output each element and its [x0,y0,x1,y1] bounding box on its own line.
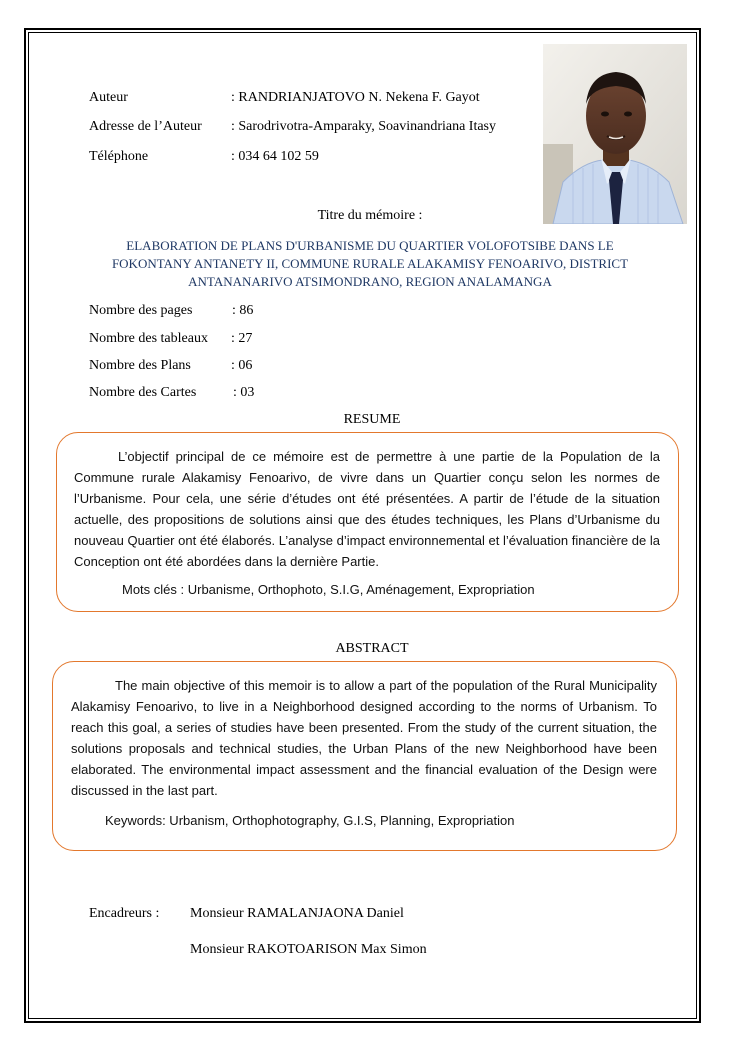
abstract-heading: ABSTRACT [335,641,409,656]
supervisor-second: Monsieur RAKOTOARISON Max Simon [190,942,427,957]
author-photo [543,44,687,224]
phone-value: : 034 64 102 59 [231,149,319,164]
stat-plans-value: : 06 [231,358,253,373]
stat-tables-value: : 27 [231,331,253,346]
author-label: Auteur [89,90,128,105]
abstract-text: The main objective of this memoir is to allow a part of the population of the Rural Municipality Alakamisy Fenoarivo, to live in a Neighborhood designed according to the norms of Urbanism. To reach this goal, a series of studies have been presented. From the study of the current situation, the solutions proposals and technical studies, the Urban Plans of the new Neighborhood have been elaborated. The environmental impact assessment and the financial evaluation of the Design were discussed in the last part. [71,678,657,798]
stat-tables [89,331,253,347]
thesis-title-line-2: FOKONTANY ANTANETY II, COMMUNE RURALE ALAKAMISY FENOARIVO, DISTRICT [111,256,629,271]
stat-pages-label: Nombre des pages [89,303,193,318]
address-label: Adresse de l’Auteur [89,119,202,134]
resume-text: L’objectif principal de ce mémoire est de permettre à une partie de la Population de la Commune rurale Alakamisy Fenoarivo, de vivre dans un Quartier conçu selon les normes de l’Urbanisme. Pour cela, une série d’études ont été présentées. A partir de l’étude de la situation actuelle, des propositions de solutions ainsi que des études techniques, les Plans d’Urbanisme du nouveau Quartier ont été élaborés. L’analyse d’impact environnemental et l’évaluation financière de la Conception ont été abordées dans la dernière Partie. [74,449,660,569]
author-value: : RANDRIANJATOVO N. Nekena F. Gayot [231,90,480,105]
stat-pages [89,303,254,319]
stat-maps [89,385,255,401]
phone-label: Téléphone [89,149,149,164]
resume-keywords: Mots clés : Urbanisme, Orthophoto, S.I.G, Aménagement, Expropriation [122,582,535,597]
stat-plans-label: Nombre des Plans [89,358,191,373]
stat-pages-value: : 86 [232,303,254,318]
address-value: : Sarodrivotra-Amparaky, Soavinandriana Itasy [231,119,497,134]
thesis-title-line-1: ELABORATION DE PLANS D'URBANISME DU QUARTIER VOLOFOTSIBE DANS LE [126,238,614,253]
supervisor-first: Monsieur RAMALANJAONA Daniel [190,906,404,921]
thesis-title-label: Titre du mémoire : [317,208,423,223]
stat-maps-value: : 03 [233,385,255,400]
stat-plans [89,358,253,374]
thesis-title [60,237,680,291]
abstract-keywords: Keywords: Urbanism, Orthophotography, G.I.S, Planning, Expropriation [105,813,515,828]
stat-maps-label: Nombre des Cartes [89,385,197,400]
resume-heading: RESUME [343,412,401,427]
thesis-title-line-3: ANTANANARIVO ATSIMONDRANO, REGION ANALAMANGA [188,274,552,289]
stat-tables-label: Nombre des tableaux [89,331,208,346]
supervisors-label: Encadreurs : [89,906,160,921]
